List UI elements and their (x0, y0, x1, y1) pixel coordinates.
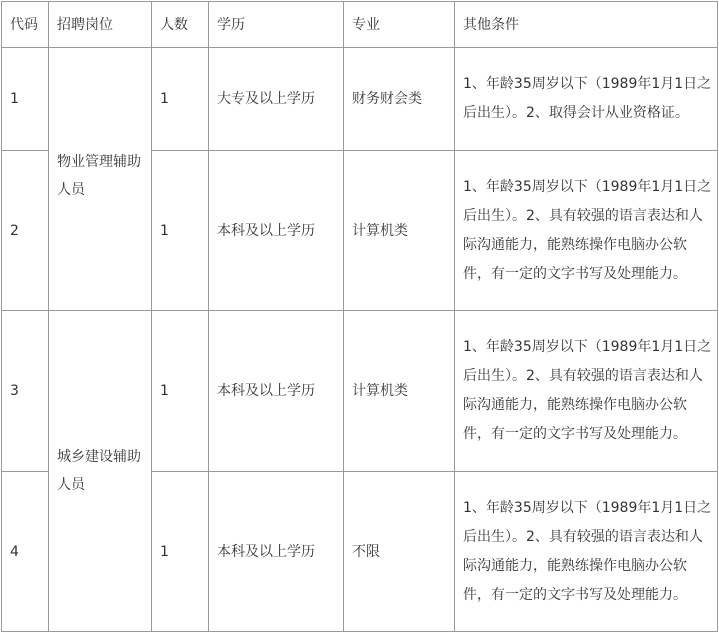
row-count: 1 (152, 48, 209, 151)
row-count: 1 (152, 151, 209, 311)
row-count: 1 (152, 472, 209, 632)
row-major: 不限 (344, 472, 455, 632)
row-conditions: 1、年龄35周岁以下（1989年1月1日之后出生）。2、具有较强的语言表达和人际沟通能力，能熟练操作电脑办公软件，有一定的文字书写及处理能力。 (455, 311, 718, 472)
table-row (2, 311, 718, 472)
row-education: 本科及以上学历 (209, 311, 344, 472)
row-major: 财务财会类 (344, 48, 455, 151)
position-cell (49, 48, 152, 311)
row-education: 本科及以上学历 (209, 472, 344, 632)
row-code: 3 (2, 311, 49, 472)
row-conditions: 1、年龄35周岁以下（1989年1月1日之后出生）。2、具有较强的语言表达和人际沟通能力，能熟练操作电脑办公软件，有一定的文字书写及处理能力。 (455, 151, 718, 311)
header-conditions: 其他条件 (455, 2, 718, 48)
row-conditions: 1、年龄35周岁以下（1989年1月1日之后出生）。2、取得会计从业资格证。 (455, 48, 718, 151)
table-row (2, 48, 718, 151)
row-education: 大专及以上学历 (209, 48, 344, 151)
recruitment-table (1, 1, 718, 632)
row-code: 4 (2, 472, 49, 632)
row-code: 1 (2, 48, 49, 151)
position-name: 城乡建设辅助人员 (57, 449, 141, 493)
row-major: 计算机类 (344, 311, 455, 472)
row-count: 1 (152, 311, 209, 472)
position-cell (49, 311, 152, 632)
header-row (2, 2, 718, 48)
position-name: 物业管理辅助人员 (57, 154, 141, 198)
header-count: 人数 (152, 2, 209, 48)
header-major: 专业 (344, 2, 455, 48)
header-education: 学历 (209, 2, 344, 48)
row-code: 2 (2, 151, 49, 311)
header-code: 代码 (2, 2, 49, 48)
row-conditions: 1、年龄35周岁以下（1989年1月1日之后出生）。2、具有较强的语言表达和人际沟通能力，能熟练操作电脑办公软件，有一定的文字书写及处理能力。 (455, 472, 718, 632)
row-major: 计算机类 (344, 151, 455, 311)
row-education: 本科及以上学历 (209, 151, 344, 311)
header-post: 招聘岗位 (49, 2, 152, 48)
